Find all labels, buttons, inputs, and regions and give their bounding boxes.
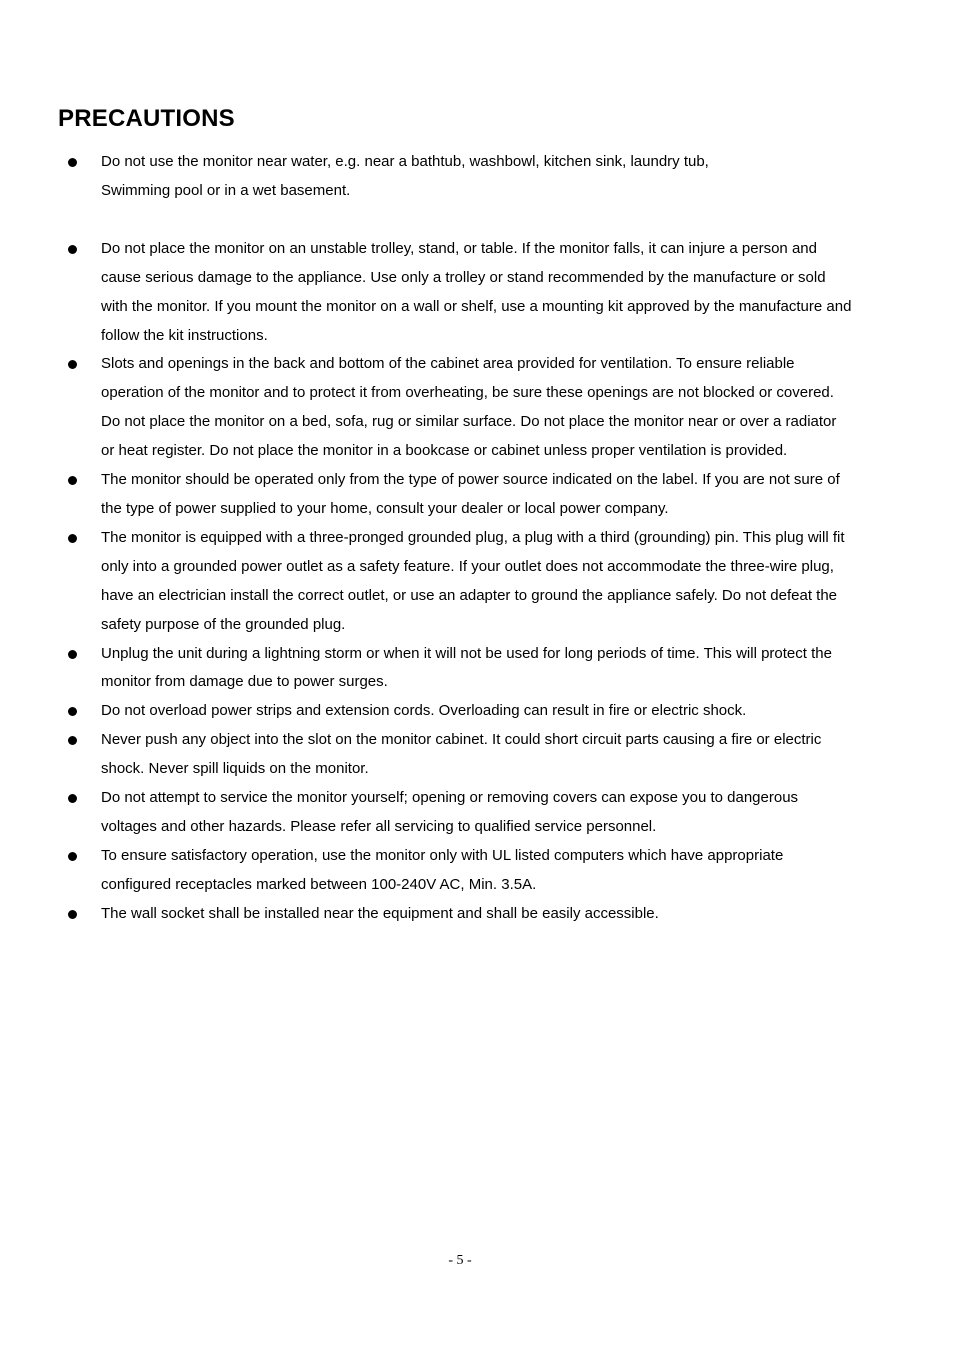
bullet-icon — [68, 158, 77, 167]
list-item-text: Do not overload power strips and extension cords. Overloading can result in fire or electric shock. — [101, 702, 747, 720]
list-item — [0, 697, 954, 726]
list-item-text: Do not place the monitor on an unstable trolley, stand, or table. If the monitor falls, it can injure a person and cause serious damage to the appliance. Use only a trolley or stand recommended by the manufacture or sold with the monitor. If you mount the monitor on a wall or shelf, use a mounting kit approved by the manufacture and follow the kit instructions. — [101, 239, 852, 344]
bullet-icon — [68, 476, 77, 485]
list-item-text: Never push any object into the slot on the monitor cabinet. It could short circuit parts causing a fire or electric shock. Never spill liquids on the monitor. — [101, 731, 822, 778]
bullet-icon — [68, 852, 77, 861]
bullet-icon — [68, 736, 77, 745]
bullet-icon — [68, 707, 77, 716]
list-item — [0, 235, 954, 351]
list-item — [0, 726, 954, 784]
list-item-text: To ensure satisfactory operation, use the monitor only with UL listed computers which have appropriate configured receptacles marked between 100-240V AC, Min. 3.5A. — [101, 846, 784, 893]
list-item — [0, 784, 954, 842]
bullet-icon — [68, 534, 77, 543]
bullet-icon — [68, 360, 77, 369]
list-item-text: Unplug the unit during a lightning storm or when it will not be used for long periods of time. This will protect the monitor from damage due to power surges. — [101, 644, 832, 691]
list-item-text: The wall socket shall be installed near the equipment and shall be easily accessible. — [101, 904, 659, 922]
list-item-text: The monitor is equipped with a three-pronged grounded plug, a plug with a third (grounding) pin. This plug will fit only into a grounded power outlet as a safety feature. If your outlet does not accommodate the three-wire plug, have an electrician install the correct outlet, or use an adapter to ground the appliance safely. Do not defeat the safety purpose of the grounded plug. — [101, 528, 845, 633]
bullet-icon — [68, 910, 77, 919]
list-item — [0, 900, 954, 929]
list-item-text: Slots and openings in the back and bottom of the cabinet area provided for ventilation. To ensure reliable operation of the monitor and to protect it from overheating, be sure these openings are not blocked or covered. Do not place the monitor on a bed, sofa, rug or similar surface. Do not place the monitor near or over a radiator or heat register. Do not place the monitor in a bookcase or cabinet unless proper ventilation is provided. — [101, 355, 837, 460]
list-item — [0, 842, 954, 900]
list-item — [0, 148, 954, 206]
list-item — [0, 524, 954, 640]
list-item-text: Do not use the monitor near water, e.g. near a bathtub, washbowl, kitchen sink, laundry tub, Swimming pool or in a wet basement. — [101, 153, 709, 199]
list-item-text: Do not attempt to service the monitor yourself; opening or removing covers can expose you to dangerous voltages and other hazards. Please refer all servicing to qualified service personnel. — [101, 789, 799, 835]
bullet-icon — [68, 245, 77, 254]
bullet-icon — [68, 794, 77, 803]
list-item — [0, 640, 954, 698]
precautions-list — [0, 148, 954, 929]
page-title: PRECAUTIONS — [58, 105, 235, 132]
list-item-text: The monitor should be operated only from the type of power source indicated on the label. If you are not sure of the type of power supplied to your home, consult your dealer or local power company. — [101, 471, 840, 517]
list-item — [0, 350, 954, 466]
page-number: - 5 - — [448, 1253, 472, 1268]
bullet-icon — [68, 650, 77, 659]
list-item — [0, 466, 954, 524]
